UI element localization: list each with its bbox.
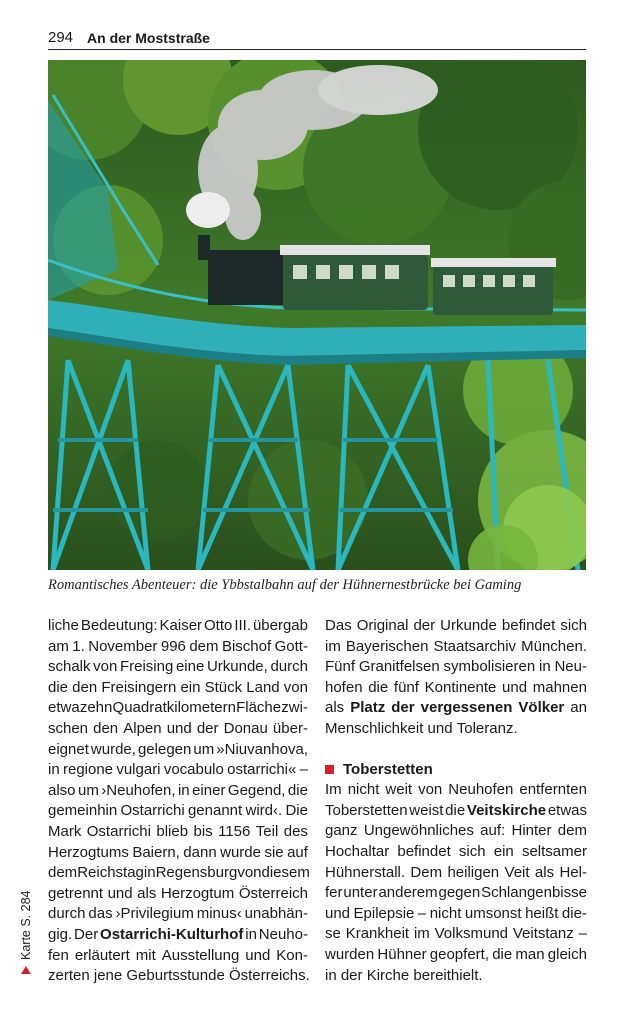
text-line: Mark Ostarrichi blieb bis 1156 Teil des	[48, 822, 308, 840]
section-heading	[325, 760, 587, 781]
text-line: dem Reichstag in Regensburg von diesem	[48, 864, 310, 882]
text-line: Menschlichkeit und Toleranz.	[325, 719, 518, 737]
text-line: Toberstetten weist die Veitskirche etwas	[325, 801, 587, 819]
text-line: hofen die fünf Kontinente und mahnen	[325, 678, 587, 696]
text-line: ganz Ungewöhnliches auf: Hinter dem	[325, 822, 587, 840]
map-reference[interactable]	[18, 864, 34, 974]
paragraph-toberstetten	[325, 780, 587, 986]
text-column-right	[325, 616, 587, 986]
text-line: Das Original der Urkunde befindet sich	[325, 617, 587, 634]
text-line: als Platz der vergessenen Völker an	[325, 699, 587, 717]
text-line: wurden Hühner geopfert, die man gleich	[325, 945, 587, 963]
text-line: schalk von Freising eine Urkunde, durch	[48, 658, 308, 676]
text-line: zerten jene Geburtsstunde Österreichs.	[48, 967, 310, 985]
red-triangle-icon	[21, 966, 31, 974]
text-line: in der Kirche bereithielt.	[325, 966, 483, 984]
section-title: Toberstetten	[343, 760, 433, 778]
text-line: und Epilepsie – nicht umsonst heißt die-	[325, 904, 587, 922]
text-line: am 1. November 996 dem Bischof Gott-	[48, 637, 308, 655]
text-line: Herzogtums Baiern, dann wurde sie auf	[48, 843, 308, 861]
text-line: se Krankheit im Volksmund Veitstanz –	[325, 925, 587, 943]
text-line: die den Freisingern ein Stück Land von	[48, 678, 308, 696]
text-line: durch das ›Privilegium minus‹ unabhän-	[48, 905, 308, 923]
square-marker-icon	[325, 765, 334, 774]
text-line: in regione vulgari vocabulo ostarrichi« –	[48, 761, 308, 779]
text-column-left	[48, 616, 308, 987]
text-line: liche Bedeutung: Kaiser Otto III. übergab	[48, 617, 308, 634]
text-line: schen den Alpen und der Donau über-	[48, 719, 308, 737]
text-line: Fünf Granitfelsen symbolisieren in Neu-	[325, 658, 587, 676]
running-title: An der Moststraße	[87, 30, 210, 46]
running-header	[48, 29, 586, 50]
text-line: getrennt und als Herzogtum Österreich	[48, 884, 308, 902]
page-number: 294	[48, 29, 74, 46]
map-reference-text: Karte S. 284	[19, 890, 33, 960]
text-line: also um ›Neuhofen, in einer Gegend, die	[48, 781, 308, 799]
text-line: fer unter anderem gegen Schlangenbisse	[325, 884, 587, 902]
paragraph-urkunde	[325, 616, 587, 740]
text-line: eignet wurde, gelegen um »Niuvanhova,	[48, 740, 308, 758]
text-line: fen erläutert mit Ausstellung und Kon-	[48, 946, 308, 964]
text-line: Im nicht weit von Neuhofen entfernten	[325, 781, 587, 799]
text-line: etwa zehn Quadratkilometern Fläche zwi-	[48, 699, 308, 717]
text-line: Hochaltar befindet sich ein seltsamer	[325, 842, 587, 860]
text-line: im Bayerischen Staatsarchiv München.	[325, 637, 587, 655]
photo-caption: Romantisches Abenteuer: die Ybbstalbahn auf der Hühnernestbrücke bei Gaming	[48, 577, 522, 593]
photo-steam-train-bridge	[48, 60, 586, 570]
text-line: gemeinhin Ostarrichi genannt wird‹. Die	[48, 802, 308, 820]
text-line: gig. Der Ostarrichi-Kulturhof in Neuho-	[48, 925, 308, 943]
text-line: Hühnerstall. Dem heiligen Veit als Hel-	[325, 863, 587, 881]
